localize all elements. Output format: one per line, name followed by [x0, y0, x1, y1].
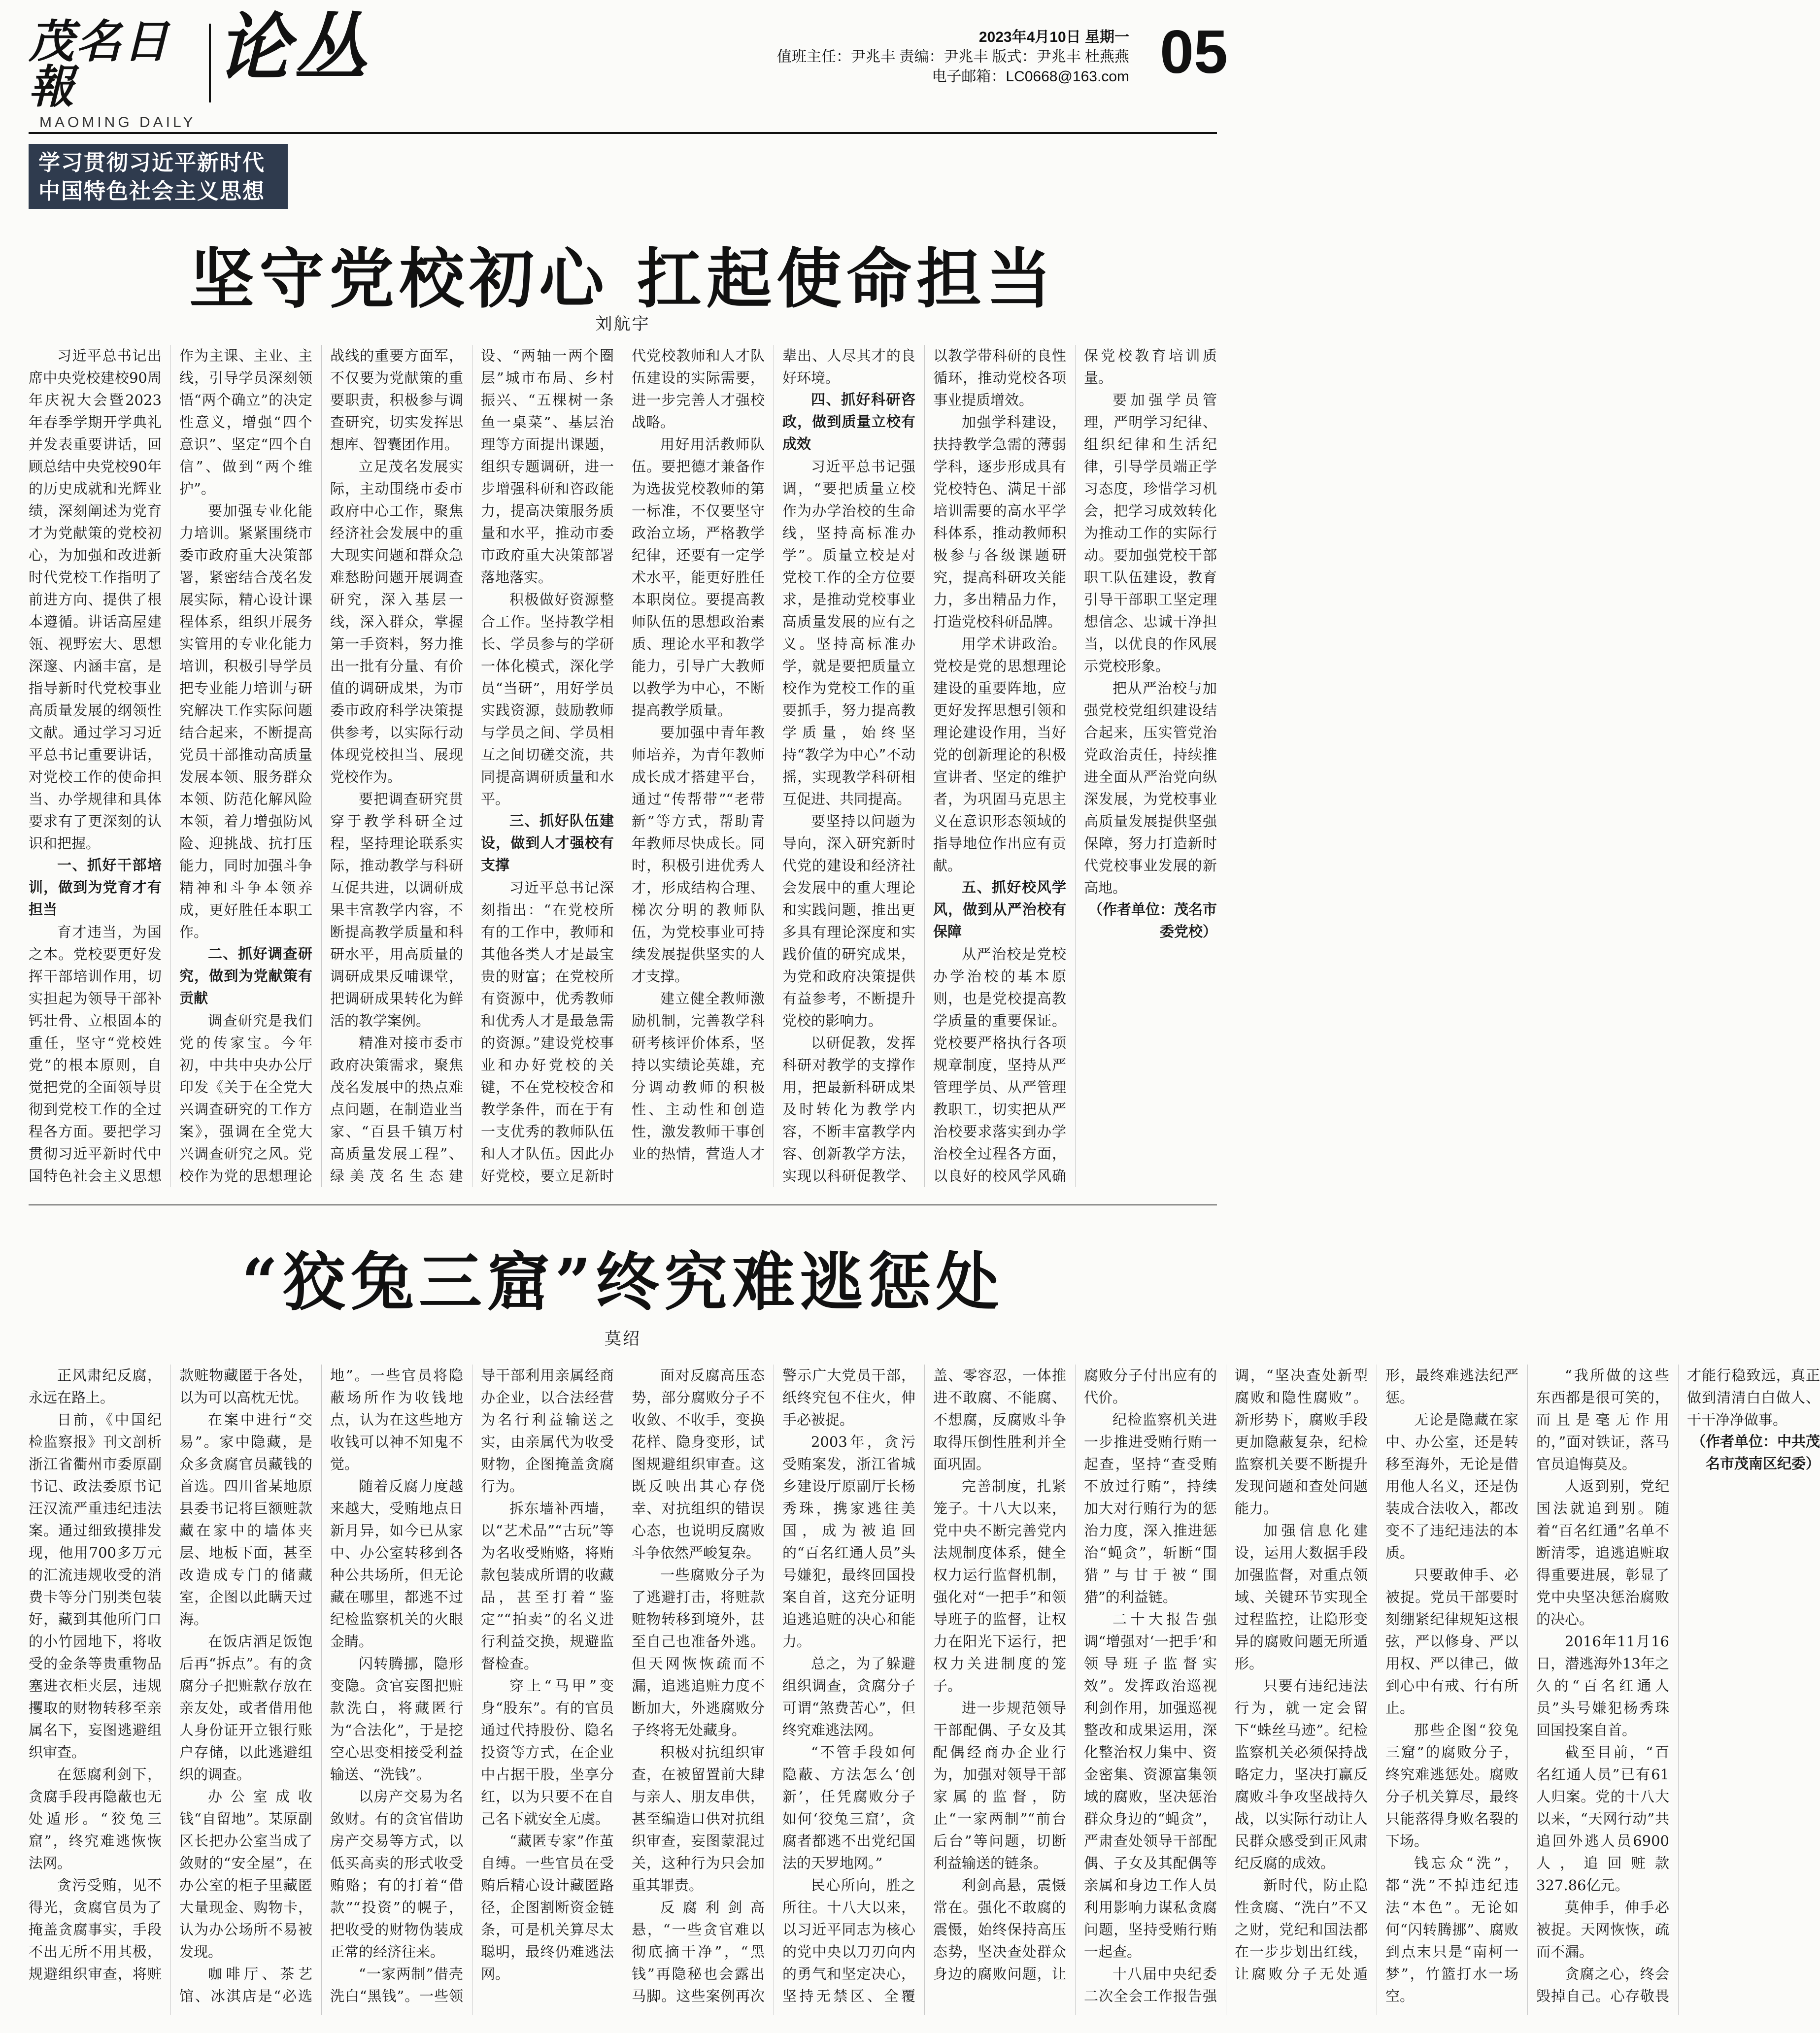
paper-name-en: MAOMING DAILY — [39, 114, 196, 131]
body-paragraph: 十八届中央纪委二次全会工作报告强调，“坚决查处新型腐败和隐性腐败”。新形势下，腐败手段更加隐蔽复杂，纪检监察机关要不断提升发现问题和查处问题能力。 — [1084, 1367, 1368, 2004]
body-paragraph: 总之，为了躲避组织调查，贪腐分子可谓“煞费苦心”，但终究难逃法网。 — [782, 1655, 915, 1738]
section-heading: 四、抓好科研咨政，做到质量立校有成效 — [782, 392, 915, 452]
body-paragraph: 2003年，贪污受贿案发，浙江省城乡建设厅原副厅长杨秀珠，携家逃往美国，成为被追回的“百名红通人员”头号嫌犯，最终回国投案自首，这充分证明追逃追赃的决心和能力。 — [782, 1433, 915, 1650]
body-paragraph: 把从严治校与加强党校党组织建设结合起来，压实管党治党政治责任，持续推进全面从严治党向纵深发展，为党校事业高质量发展提供坚强保障，努力打造新时代党校事业发展的新高地。 — [1084, 680, 1217, 896]
paper-logo — [29, 15, 211, 131]
paper-name: 茂名日報 — [29, 15, 171, 113]
masthead-divider — [209, 24, 211, 102]
body-paragraph: “一家两制”借壳洗白“黑钱”。一些领导干部利用亲属经商办企业，以合法经营为名行利益输送之实，由亲属代为收受财物，企图掩盖贪腐行为。 — [330, 1367, 614, 2004]
editor-email: 电子邮箱：LC0668@163.com — [932, 68, 1129, 85]
article1-title: 坚守党校初心 扛起使命担当 — [189, 241, 1056, 317]
body-paragraph: 截至目前，“百名红通人员”已有61人归案。党的十八大以来，“天网行动”共追回外逃人员6900人，追回赃款327.86亿元。 — [1536, 1744, 1669, 1894]
body-paragraph: 建立健全教师激励机制，完善教学科研考核评价体系，坚持以实绩论英雄，充分调动教师的积极性、主动性和创造性，激发教师干事创业的热情，营造人才辈出、人尽其才的良好环境。 — [632, 347, 915, 1162]
author-affiliation: （作者单位：茂名市委党校） — [1088, 902, 1217, 940]
body-paragraph: 用好用活教师队伍。要把德才兼备作为选拔党校教师的第一标准，不仅要坚守政治立场，严格教学纪律，还要有一定学术水平，能更好胜任本职岗位。要提高教师队伍的思想政治素质、理论水平和教学能力，引导广大教师以教学为中心，不断提高教学质量。 — [632, 436, 765, 719]
body-paragraph: 面对反腐高压态势，部分腐败分子不收敛、不收手，变换花样、隐身变形，试图规避组织审查。这既反映出其心存侥幸、对抗组织的错误心态，也说明反腐败斗争依然严峻复杂。 — [632, 1367, 765, 1561]
section-title: 论丛 — [217, 4, 371, 90]
editor-credits: 值班主任：尹兆丰 责编：尹兆丰 版式：尹兆丰 杜燕燕 — [776, 49, 1129, 65]
body-paragraph: “藏匿专家”作茧自缚。一些官员在受贿后精心设计藏匿路径，企图割断资金链条，可是机关算尽太聪明，最终仍难逃法网。 — [481, 1833, 614, 1982]
body-paragraph: 闪转腾挪，隐形变隐。贪官妄图把赃款洗白，将藏匿行为“合法化”，于是挖空心思变相接受利益输送、“洗钱”。 — [330, 1655, 463, 1783]
body-paragraph: 人返到别，党纪国法就追到别。随着“百名红通”名单不断清零，追逃追赃取得重要进展，彰显了党中央坚决惩治腐败的决心。 — [1536, 1478, 1669, 1628]
body-paragraph: 拆东墙补西墙，以“艺术品”“古玩”等为名收受贿赂，将贿款包装成所谓的收藏品，甚至打着“鉴定”“拍卖”的名义进行利益交换，规避监督检查。 — [481, 1500, 614, 1672]
body-paragraph: 要把调查研究贯穿于教学科研全过程，坚持理论联系实际，推动教学与科研互促共进，以调研成果丰富教学内容，不断提高教学质量和科研水平，用高质量的调研成果反哺课堂，把调研成果转化为鲜活的教学案例。 — [330, 791, 463, 1029]
body-paragraph: 2016年11月16日，潜逃海外13年之久的“百名红通人员”头号嫌犯杨秀珠回国投案自首。 — [1536, 1633, 1669, 1738]
body-paragraph: 育才违当，为国之本。党校要更好发挥干部培训作用，切实担起为领导干部补钙壮骨、立根固本的重任，坚守“党校姓党”的根本原则，自觉把党的全面领导贯彻到党校工作的全过程各方面。要把学习贯彻习近平新时代中国特色社会主义思想作为主课、主业、主线，引导学员深刻领悟“两个确立”的决定性意义，增强“四个意识”、坚定“四个自信”、做到“两个维护”。 — [29, 347, 312, 1184]
body-paragraph: 从严治校是党校办学治校的基本原则，也是党校提高教学质量的重要保证。党校要严格执行各项规章制度，坚持从严管理学员、从严管理教职工，切实把从严治校要求落实到办学治校全过程各方面，以良好的校风学风确保党校教育培训质量。 — [933, 347, 1217, 1184]
body-paragraph: 习近平总书记出席中央党校建校90周年庆祝大会暨2023年春季学期开学典礼并发表重要讲话，回顾总结中央党校90年的历史成就和光辉业绩，深刻阐述为党育才为党献策的党校初心，为加强和改进新时代党校工作指明了前进方向、提供了根本遵循。讲话高屋建瓴、视野宏大、思想深邃、内涵丰富，是指导新时代党校事业高质量发展的纲领性文献。通过学习习近平总书记重要讲话，对党校工作的使命担当、办学规律和具体要求有了更深刻的认识和把握。 — [29, 347, 162, 852]
body-paragraph: 以房产交易为名敛财。有的贪官借助房产交易等方式，以低买高卖的形式收受贿赂；有的打着“借款”“投资”的幌子，把收受的财物伪装成正常的经济往来。 — [330, 1788, 463, 1960]
page-number: 05 — [1160, 18, 1228, 86]
body-paragraph: 只要敢伸手、必被捉。党员干部要时刻绷紧纪律规矩这根弦，严以修身、严以用权、严以律己，做到心中有戒、行有所止。 — [1385, 1566, 1518, 1716]
body-paragraph: 新时代，防止隐性贪腐、“洗白”不又之财，党纪和国法都在一步步划出红线，让腐败分子无处遁形，最终难逃法纪严惩。 — [1235, 1367, 1518, 1982]
author-affiliation: （作者单位：中共茂名市茂南区纪委） — [1691, 1434, 1820, 1472]
body-paragraph: 二十大报告强调“增强对‘一把手’和领导班子监督实效”。发挥政治巡视利剑作用，加强巡视整改和成果运用，深化整治权力集中、资金密集、资源富集领域的腐败，坚决惩治群众身边的“蝇贪”，严肃查处领导干部配偶、子女及其配偶等亲属和身边工作人员利用影响力谋私贪腐问题，坚持受贿行贿一起查。 — [1084, 1611, 1217, 1960]
article2-body — [29, 1365, 1820, 2015]
article1-body — [29, 345, 1217, 1187]
body-paragraph: 穿上“马甲”变身“股东”。有的官员通过代持股份、隐名投资等方式，在企业中占据干股，坐享分红，以为只要不在自己名下就安全无虞。 — [481, 1677, 614, 1827]
body-paragraph: 进一步规范领导干部配偶、子女及其配偶经商办企业行为，加强对领导干部家属的监督，防止“一家两制”“前台后台”等问题，切断利益输送的链条。 — [933, 1700, 1066, 1871]
masthead-rule — [29, 132, 1217, 134]
body-paragraph: 要加强专业化能力培训。紧紧围绕市委市政府重大决策部署，紧密结合茂名发展实际，精心设计课程体系，组织开展务实管用的专业化能力培训，积极引导学员把专业能力培训与研究解决工作实际问题结合起来，不断提高党员干部推动高质量发展本领、服务群众本领、防范化解风险本领，着力增强防风险、迎挑战、抗打压能力，同时加强斗争精神和斗争本领养成，更好胜任本职工作。 — [179, 502, 312, 940]
body-paragraph: 贪污受贿，见不得光，贪腐官员为了掩盖贪腐事实，手段不出无所不用其极，规避组织审查，将赃款赃物藏匿于各处，以为可以高枕无忧。 — [29, 1367, 312, 1982]
body-paragraph: 一些腐败分子为了逃避打击，将赃款赃物转移到境外，甚至自己也准备外逃。但天网恢恢疏而不漏，追逃追赃力度不断加大，外逃腐败分子终将无处藏身。 — [632, 1566, 765, 1738]
banner-line-1: 学习贯彻习近平新时代 — [38, 151, 265, 175]
body-paragraph: 随着反腐力度越来越大，受贿地点日新月异，如今已从家中、办公室转移到各种公共场所，但无论藏在哪里，都逃不过纪检监察机关的火眼金睛。 — [330, 1478, 463, 1650]
body-paragraph: 利剑高悬，震慑常在。强化不敢腐的震慑，始终保持高压态势，坚决查处群众身边的腐败问题，让腐败分子付出应有的代价。 — [933, 1367, 1217, 1982]
section-heading: 二、抓好调查研究，做到为党献策有贡献 — [179, 946, 312, 1006]
body-paragraph: 用学术讲政治。党校是党的思想理论建设的重要阵地，应更好发挥思想引领和理论建设作用，当好党的创新理论的积极宣讲者、坚定的维护者，为巩固马克思主义在意识形态领域的指导地位作出应有贡献。 — [933, 635, 1066, 874]
body-paragraph: 积极对抗组织审查，在被留置前大肆与亲人、朋友串供，甚至编造口供对抗组织审查，妄图蒙混过关，这种行为只会加重其罪责。 — [632, 1744, 765, 1894]
body-paragraph: 日前，《中国纪检监察报》刊文剖析浙江省衢州市委原副书记、政法委原书记汪汉流严重违纪违法案。通过细致摸排发现，他用700多万元的汇流违规收受的消费卡等分门别类包装好，藏到其他所门口的小竹园地下，将收受的金条等贵重物品塞进衣柜夹层，违规攫取的财物转移至亲属名下，妄图逃避组织审查。 — [29, 1411, 162, 1761]
article2-byline: 莫绍 — [605, 1329, 641, 1349]
article2-title: “狡兔三窟”终究难逃惩处 — [241, 1245, 1004, 1319]
body-paragraph: 加强信息化建设，运用大数据手段加强监督，对重点领域、关键环节实现全过程监控，让隐形变异的腐败问题无所遁形。 — [1235, 1522, 1368, 1672]
body-paragraph: 立足茂名发展实际，主动围绕市委市政府中心工作，聚焦经济社会发展中的重大现实问题和群众急难愁盼问题开展调查研究，深入基层一线，深入群众，掌握第一手资料，努力推出一批有分量、有价值的调研成果，为市委市政府科学决策提供参考，以实际行动体现党校担当、展现党校作为。 — [330, 458, 463, 785]
body-paragraph: “我所做的这些东西都是很可笑的，而且是毫无作用的，”面对铁证，落马官员追悔莫及。 — [1536, 1367, 1669, 1472]
body-paragraph: 贪腐之心，终会毁掉自己。心存敬畏才能行稳致远，真正做到清清白白做人、干干净净做事。 — [1536, 1367, 1820, 2004]
body-paragraph: “不管手段如何隐蔽、方法怎么‘创新’，任凭腐败分子如何‘狡兔三窟’，贪腐者都逃不出党纪国法的天罗地网。” — [782, 1744, 915, 1871]
body-paragraph: 在饭店酒足饭饱后再“拆点”。有的贪腐分子把赃款存放在亲友处，或者借用他人身份证开立银行账户存储，以此逃避组织的调查。 — [179, 1633, 312, 1783]
body-paragraph: 莫伸手，伸手必被捉。天网恢恢，疏而不漏。 — [1536, 1899, 1669, 1960]
body-paragraph: 在惩腐利剑下，贪腐手段再隐蔽也无处遁形。“狡兔三窟”，终究难逃恢恢法网。 — [29, 1766, 162, 1871]
issue-date: 2023年4月10日 星期一 — [978, 29, 1129, 45]
body-paragraph: 要坚持以问题为导向，深入研究新时代党的建设和经济社会发展中的重大理论和实践问题，推出更多具有理论深度和实践价值的研究成果，为党和政府决策提供有益参考，不断提升党校的影响力。 — [782, 813, 915, 1029]
body-paragraph: 民心所向，胜之所往。十八大以来，以习近平同志为核心的党中央以刀刃向内的勇气和坚定决心，坚持无禁区、全覆盖、零容忍，一体推进不敢腐、不能腐、不想腐，反腐败斗争取得压倒性胜利并全面巩固。 — [782, 1367, 1066, 2004]
body-paragraph: 办公室成收钱“自留地”。某原副区长把办公室当成了敛财的“安全屋”，在办公室的柜子里藏匿大量现金、购物卡，认为办公场所不易被发现。 — [179, 1788, 312, 1960]
body-paragraph: 无论是隐藏在家中、办公室，还是转移至海外，无论是借用他人名义，还是伪装成合法收入，都改变不了违纪违法的本质。 — [1385, 1411, 1518, 1561]
body-paragraph: 正风肃纪反腐，永远在路上。 — [29, 1367, 162, 1406]
banner-line-2: 中国特色社会主义思想 — [38, 179, 265, 203]
body-paragraph: 积极做好资源整合工作。坚持教学相长、学员参与的学研一体化模式，深化学员“当研”，用好学员实践资源，鼓励教师与学员之间、学员相互之间切磋交流，共同提高调研质量和水平。 — [481, 591, 614, 807]
body-paragraph: 调查研究是我们党的传家宝。今年初，中共中央办公厅印发《关于在全党大兴调查研究的工作方案》，强调在全党大兴调查研究之风。党校作为党的思想理论战线的重要方面军，不仅要为党献策的重要职责，积极参与调查研究，切实发挥思想库、智囊团作用。 — [179, 347, 463, 1184]
body-paragraph: 反腐利剑高悬，“一些贪官难以彻底摘干净”，“黑钱”再隐秘也会露出马脚。这些案例再次警示广大党员干部，纸终究包不住火，伸手必被捉。 — [632, 1367, 915, 2004]
topic-banner — [29, 144, 288, 209]
body-paragraph: 加强学科建设，扶持教学急需的薄弱学科，逐步形成具有党校特色、满足干部培训需要的高水平学科体系，推动教师积极参与各级课题研究，提高科研攻关能力，多出精品力作，打造党校科研品牌。 — [933, 414, 1066, 630]
section-heading: 三、抓好队伍建设，做到人才强校有支撑 — [481, 813, 614, 873]
body-paragraph: 咖啡厅、茶艺馆、冰淇店是“必选地”。一些官员将隐蔽场所作为收钱地点，认为在这些地方收钱可以神不知鬼不觉。 — [179, 1367, 463, 2004]
body-paragraph: 精准对接市委市政府决策需求，聚焦茂名发展中的热点难点问题，在制造业当家、“百县千镇万村高质量发展工程”、绿美茂名生态建设、“两轴一两个圈层”城市布局、乡村振兴、“五棵树一条鱼一桌菜”、基层治理等方面提出课题，组织专题调研，进一步增强科研和咨政能力，提高决策服务质量和水平，推动市委市政府重大决策部署落地落实。 — [330, 347, 614, 1184]
body-paragraph: 只要有违纪违法行为，就一定会留下“蛛丝马迹”。纪检监察机关必须保持战略定力，坚决打赢反腐败斗争攻坚战持久战，以实际行动让人民群众感受到正风肃纪反腐的成效。 — [1235, 1677, 1368, 1871]
masthead — [0, 0, 1246, 143]
body-paragraph: 完善制度，扎紧笼子。十八大以来，党中央不断完善党内法规制度体系，健全权力运行监督机制，强化对“一把手”和领导班子的监督，让权力在阳光下运行，把权力关进制度的笼子。 — [933, 1478, 1066, 1694]
body-paragraph: 以研促教，发挥科研对教学的支撑作用，把最新科研成果及时转化为教学内容，不断丰富教学内容、创新教学方法，实现以科研促教学、以教学带科研的良性循环，推动党校各项事业提质增效。 — [782, 347, 1066, 1184]
body-paragraph: 习近平总书记深刻指出：“在党校所有的工作中，教师和其他各类人才是最宝贵的财富；在党校所有资源中，优秀教师和优秀人才是最急需的资源。”建设党校事业和办好党校的关键，不在党校校舍和教学条件，而在于有一支优秀的教师队伍和人才队伍。因此办好党校，要立足新时代党校教师和人才队伍建设的实际需要，进一步完善人才强校战略。 — [481, 347, 765, 1184]
masthead-meta — [755, 28, 1129, 87]
body-paragraph: 那些企图“狡兔三窟”的腐败分子，终究难逃惩处。腐败分子机关算尽，最终只能落得身败名裂的下场。 — [1385, 1722, 1518, 1849]
article-separator — [29, 1204, 1217, 1205]
body-paragraph: 在案中进行“交易”。家中隐藏，是众多贪腐官员藏钱的首选。四川省某地原县委书记将巨额赃款藏在家中的墙体夹层、地板下面，甚至改造成专门的储藏室，企图以此瞒天过海。 — [179, 1411, 312, 1628]
body-paragraph: 习近平总书记强调，“要把质量立校作为办学治校的生命线，坚持高标准办学”。质量立校是对党校工作的全方位要求，是推动党校事业高质量发展的应有之义。坚持高标准办学，就是要把质量立校作为党校工作的重要抓手，努力提高教学质量，始终坚持“教学为中心”不动摇，实现教学科研相互促进、共同提高。 — [782, 458, 915, 807]
body-paragraph: 要加强中青年教师培养，为青年教师成长成才搭建平台，通过“传帮带”“老带新”等方式，帮助青年教师尽快成长。同时，积极引进优秀人才，形成结构合理、梯次分明的教师队伍，为党校事业可持续发展提供坚实的人才支撑。 — [632, 724, 765, 985]
section-heading: 五、抓好校风学风，做到从严治校有保障 — [933, 880, 1066, 940]
section-heading: 一、抓好干部培训，做到为党育才有担当 — [29, 858, 162, 918]
body-paragraph: 要加强学员管理，严明学习纪律、组织纪律和生活纪律，引导学员端正学习态度，珍惜学习机会，把学习成效转化为推动工作的实际行动。要加强党校干部职工队伍建设，教育引导干部职工坚定理想信念、忠诚干净担当，以优良的作风展示党校形象。 — [1084, 392, 1217, 674]
body-paragraph: 钱忘众“洗”，都“洗”不掉违纪违法“本色”。无论如何“闪转腾挪”、腐败到点末只是“南柯一梦”，竹篮打水一场空。 — [1385, 1855, 1518, 2004]
article1-byline: 刘航宇 — [595, 314, 650, 334]
body-paragraph: 纪检监察机关进一步推进受贿行贿一起查，坚持“查受贿不放过行贿”，持续加大对行贿行为的惩治力度，深入推进惩治“蝇贪”，斩断“围猎”与甘于被“围猎”的利益链。 — [1084, 1411, 1217, 1605]
